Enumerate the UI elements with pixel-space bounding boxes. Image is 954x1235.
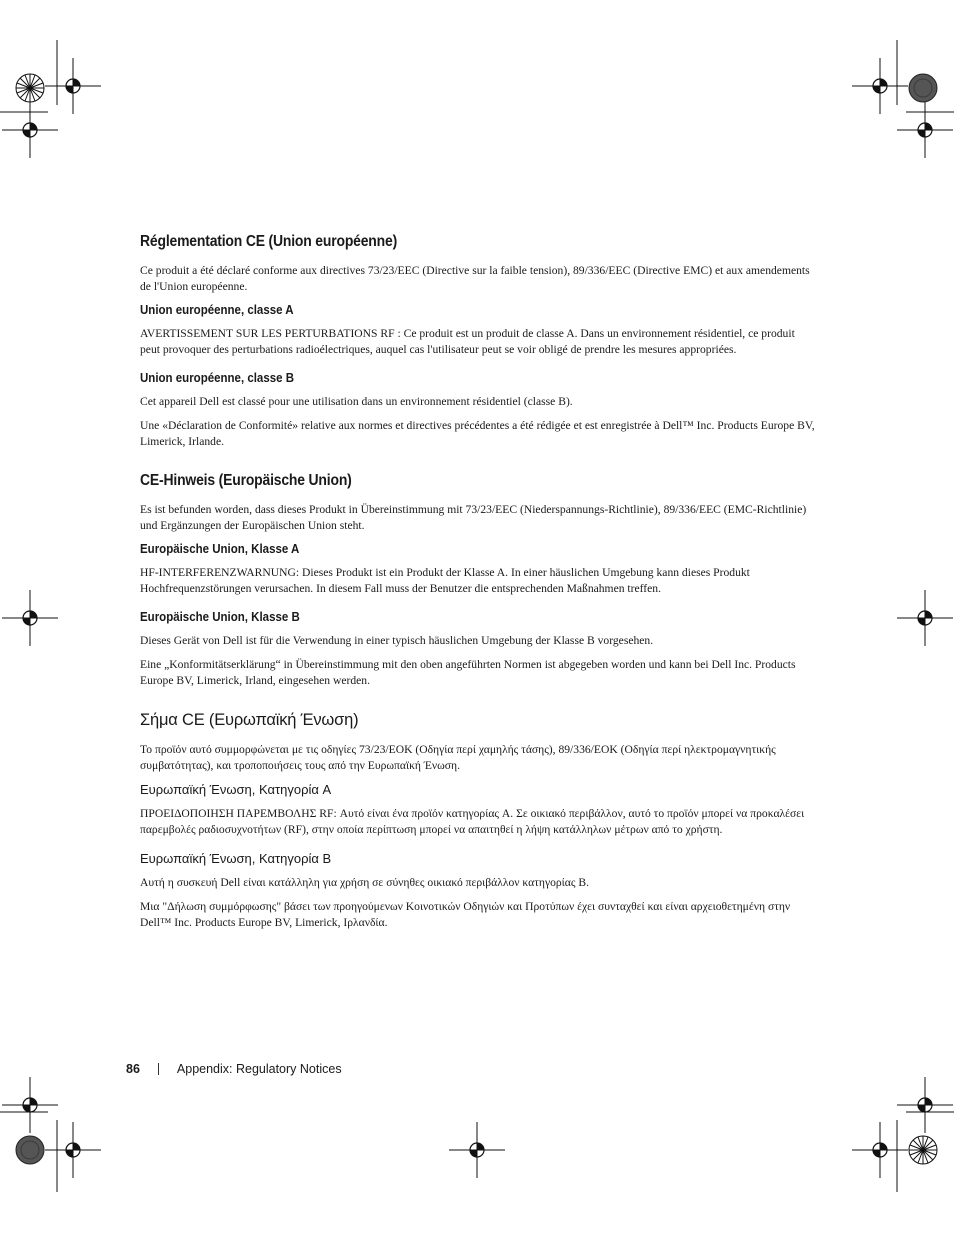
subsection [140,303,816,358]
subsection-title: Union européenne, classe B [140,371,295,385]
paragraph: ΠΡΟΕΙΔΟΠΟΙΗΣΗ ΠΑΡΕΜΒΟΛΗΣ RF: Αυτό είναι ένα προϊόν κατηγορίας A. Σε οικιακό περιβάλλον, αυτό το προϊόν μπορεί να προκαλέσει παρεμβολές ραδιοσυχνοτήτων (RF), στην οποία περίπτωση μπορεί να απαιτηθεί η λήψη κατάλληλων μέτρων από το χρήστη. [140,807,805,836]
paragraph: Ce produit a été déclaré conforme aux directives 73/23/EEC (Directive sur la faible tension), 89/336/EEC (Directive EMC) et aux amendements de l'Union européenne. [140,264,810,293]
paragraph: Une «Déclaration de Conformité» relative aux normes et directives précédentes a été rédigée et est enregistrée à Dell™ Inc. Products Europe BV, Limerick, Irlande. [140,419,815,448]
paragraph: Es ist befunden worden, dass dieses Produkt in Übereinstimmung mit 73/23/EEC (Niederspannungs-Richtlinie), 89/336/EEC (EMC-Richtlinie) und Ergänzungen der Europäischen Union steht. [140,503,807,532]
paragraph: HF-INTERFERENZWARNUNG: Dieses Produkt ist ein Produkt der Klasse A. In einer häuslichen Umgebung kann dieses Produkt Hochfrequenzstörungen verursachen. In diesem Fall muss der Benutzer die entsprechenden Maßnahmen treffen. [140,566,750,595]
paragraph: AVERTISSEMENT SUR LES PERTURBATIONS RF : Ce produit est un produit de classe A. Dans un environnement résidentiel, ce produit peut provoquer des perturbations radioélectriques, auquel cas l'utilisateur peut se voir obligé de prendre les mesures appropriées. [140,327,795,356]
section-title: Σήμα CE (Ευρωπαϊκή Ένωση) [140,711,359,729]
page-footer [126,1062,342,1076]
subsection-title: Ευρωπαϊκή Ένωση, Κατηγορία A [140,782,332,797]
page-content [140,233,816,953]
section-ce-gr [140,711,816,931]
subsection [140,542,816,597]
section-title: CE-Hinweis (Europäische Union) [140,472,352,489]
paragraph: Μια "Δήλωση συμμόρφωσης" βάσει των προηγούμενων Κοινοτικών Οδηγιών και Προτύπων έχει συνταχθεί και είναι αρχειοθετημένη στην Dell™ Inc. Products Europe BV, Limerick, Ιρλανδία. [140,900,791,929]
subsection-title: Europäische Union, Klasse A [140,542,300,556]
subsection [140,851,816,931]
section-title: Réglementation CE (Union européenne) [140,233,398,250]
paragraph: Dieses Gerät von Dell ist für die Verwendung in einer typisch häuslichen Umgebung der Klasse B vorgesehen. [140,634,654,647]
section-ce-fr [140,233,816,450]
section-ce-de [140,472,816,689]
subsection-title: Europäische Union, Klasse B [140,610,300,624]
paragraph: Eine „Konformitätserklärung“ in Übereinstimmung mit den oben angeführten Normen ist abgegeben worden und kann bei Dell Inc. Products Europe BV, Limerick, Irland, eingesehen werden. [140,658,796,687]
footer-separator [158,1063,159,1075]
subsection [140,610,816,689]
paragraph: Cet appareil Dell est classé pour une utilisation dans un environnement résidentiel (classe B). [140,395,573,408]
paragraph: Το προϊόν αυτό συμμορφώνεται με τις οδηγίες 73/23/ΕΟΚ (Οδηγία περί χαμηλής τάσης), 89/336/ΕΟΚ (Οδηγία περί ηλεκτρομαγνητικής συμβατότητας), και τροποποιήσεις τους από την Ευρωπαϊκή Ένωση. [140,743,776,772]
paragraph: Αυτή η συσκευή Dell είναι κατάλληλη για χρήση σε σύνηθες οικιακό περιβάλλον κατηγορίας B. [140,876,589,889]
subsection-title: Ευρωπαϊκή Ένωση, Κατηγορία B [140,851,332,866]
subsection-title: Union européenne, classe A [140,303,294,317]
subsection [140,371,816,450]
page-number: 86 [126,1062,140,1076]
subsection [140,782,816,838]
chapter-title: Appendix: Regulatory Notices [176,1062,342,1076]
